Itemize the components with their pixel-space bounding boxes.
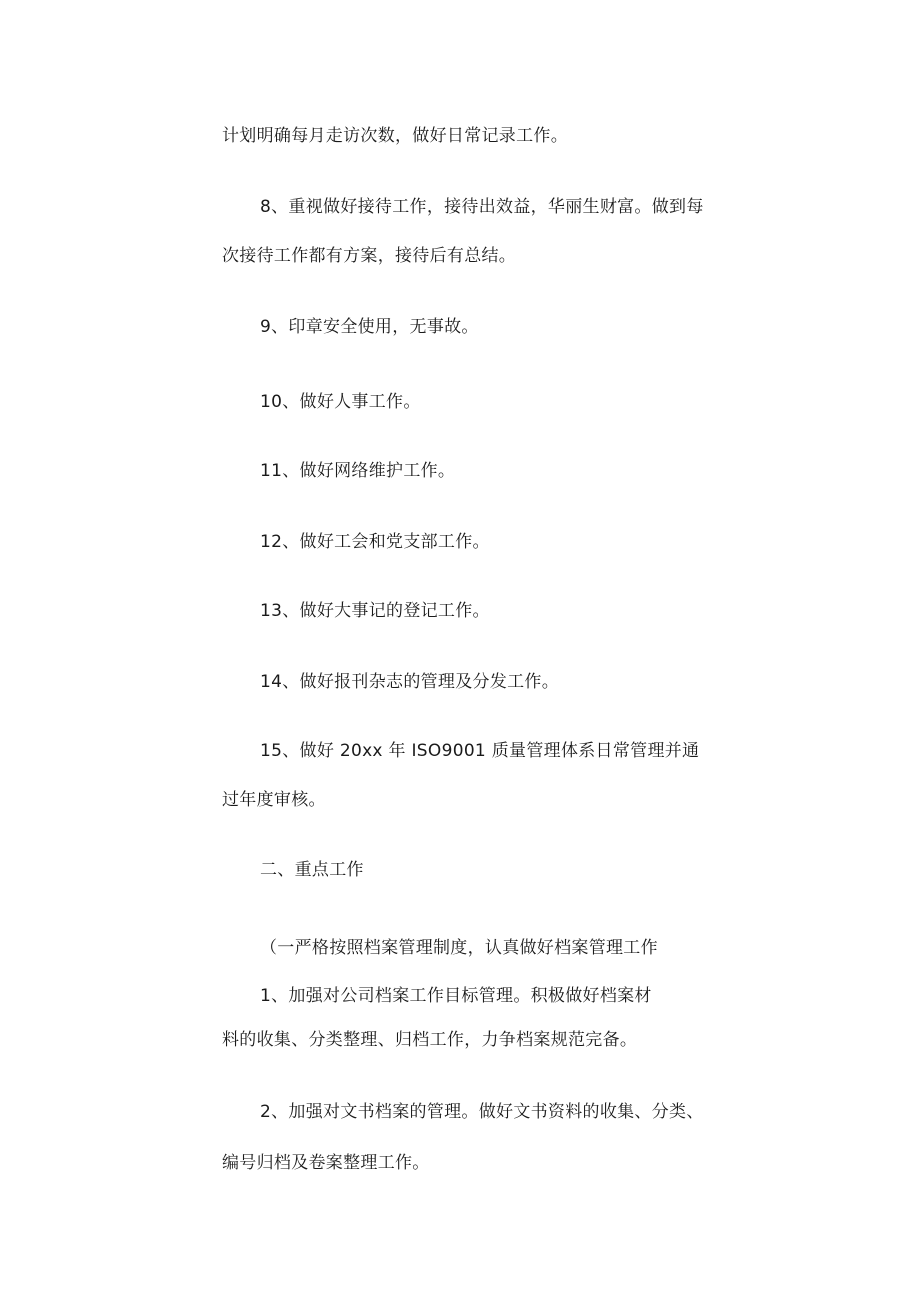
list-item-9: 9、印章安全使用，无事故。 xyxy=(260,317,479,337)
paragraph-line: 过年度审核。 xyxy=(222,790,326,810)
list-item-11: 11、做好网络维护工作。 xyxy=(260,461,456,481)
list-item-12: 12、做好工会和党支部工作。 xyxy=(260,532,490,552)
list-item-1: 1、加强对公司档案工作目标管理。积极做好档案材 xyxy=(260,986,652,1006)
paragraph-line: 次接待工作都有方案，接待后有总结。 xyxy=(222,246,517,266)
paragraph-line: 料的收集、分类整理、归档工作，力争档案规范完备。 xyxy=(222,1030,638,1050)
subsection-heading: （一严格按照档案管理制度，认真做好档案管理工作 xyxy=(260,938,658,958)
list-item-8: 8、重视做好接待工作，接待出效益，华丽生财富。做到每 xyxy=(260,197,704,217)
list-item-2: 2、加强对文书档案的管理。做好文书资料的收集、分类、 xyxy=(260,1102,704,1122)
paragraph-line: 计划明确每月走访次数，做好日常记录工作。 xyxy=(222,126,568,146)
list-item-10: 10、做好人事工作。 xyxy=(260,392,421,412)
paragraph-line: 编号归档及卷案整理工作。 xyxy=(222,1153,430,1173)
list-item-14: 14、做好报刊杂志的管理及分发工作。 xyxy=(260,672,560,692)
section-heading: 二、重点工作 xyxy=(260,860,364,880)
list-item-13: 13、做好大事记的登记工作。 xyxy=(260,601,490,621)
list-item-15: 15、做好 20xx 年 ISO9001 质量管理体系日常管理并通 xyxy=(260,741,700,761)
